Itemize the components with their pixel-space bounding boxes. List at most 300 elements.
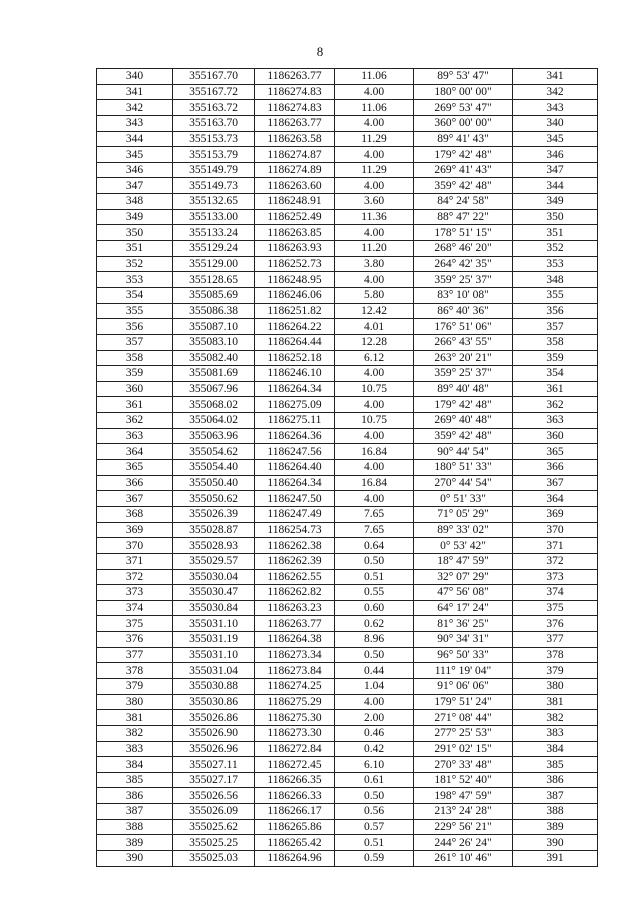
next-point-cell: 354 [513, 366, 598, 382]
distance-cell: 0.62 [335, 616, 414, 632]
distance-cell: 4.00 [335, 84, 414, 100]
next-point-cell: 351 [513, 225, 598, 241]
table-row [97, 757, 598, 773]
y-coordinate-cell: 1186263.77 [255, 115, 335, 131]
x-coordinate-cell: 355163.70 [173, 115, 255, 131]
y-coordinate-cell: 1186248.95 [255, 272, 335, 288]
x-coordinate-cell: 355054.40 [173, 460, 255, 476]
table-row [97, 710, 598, 726]
table-row [97, 632, 598, 648]
table-row [97, 131, 598, 147]
bearing-cell: 359° 42' 48" [414, 178, 513, 194]
distance-cell: 11.20 [335, 241, 414, 257]
bearing-cell: 291° 02' 15" [414, 741, 513, 757]
x-coordinate-cell: 355133.24 [173, 225, 255, 241]
table-row [97, 413, 598, 429]
table-row [97, 444, 598, 460]
point-number-cell: 374 [97, 600, 173, 616]
y-coordinate-cell: 1186275.09 [255, 397, 335, 413]
bearing-cell: 213° 24' 28" [414, 804, 513, 820]
point-number-cell: 360 [97, 381, 173, 397]
next-point-cell: 361 [513, 381, 598, 397]
x-coordinate-cell: 355030.86 [173, 694, 255, 710]
table-row [97, 256, 598, 272]
table-row [97, 585, 598, 601]
y-coordinate-cell: 1186264.36 [255, 428, 335, 444]
bearing-cell: 271° 08' 44" [414, 710, 513, 726]
table-row [97, 616, 598, 632]
next-point-cell: 369 [513, 506, 598, 522]
bearing-cell: 89° 40' 48" [414, 381, 513, 397]
x-coordinate-cell: 355086.38 [173, 303, 255, 319]
bearing-cell: 89° 41' 43" [414, 131, 513, 147]
bearing-cell: 179° 51' 24" [414, 694, 513, 710]
table-row [97, 84, 598, 100]
table-row [97, 303, 598, 319]
table-row [97, 209, 598, 225]
y-coordinate-cell: 1186272.84 [255, 741, 335, 757]
next-point-cell: 362 [513, 397, 598, 413]
next-point-cell: 356 [513, 303, 598, 319]
y-coordinate-cell: 1186273.34 [255, 647, 335, 663]
y-coordinate-cell: 1186274.25 [255, 678, 335, 694]
y-coordinate-cell: 1186266.17 [255, 804, 335, 820]
next-point-cell: 376 [513, 616, 598, 632]
y-coordinate-cell: 1186252.18 [255, 350, 335, 366]
next-point-cell: 391 [513, 851, 598, 867]
point-number-cell: 369 [97, 522, 173, 538]
distance-cell: 11.06 [335, 100, 414, 116]
y-coordinate-cell: 1186252.49 [255, 209, 335, 225]
x-coordinate-cell: 355085.69 [173, 287, 255, 303]
bearing-cell: 359° 42' 48" [414, 428, 513, 444]
table-row [97, 835, 598, 851]
distance-cell: 10.75 [335, 413, 414, 429]
point-number-cell: 342 [97, 100, 173, 116]
distance-cell: 12.42 [335, 303, 414, 319]
next-point-cell: 377 [513, 632, 598, 648]
x-coordinate-cell: 355129.00 [173, 256, 255, 272]
y-coordinate-cell: 1186275.30 [255, 710, 335, 726]
x-coordinate-cell: 355067.96 [173, 381, 255, 397]
next-point-cell: 360 [513, 428, 598, 444]
point-number-cell: 347 [97, 178, 173, 194]
x-coordinate-cell: 355163.72 [173, 100, 255, 116]
table-row [97, 381, 598, 397]
y-coordinate-cell: 1186264.44 [255, 334, 335, 350]
table-row [97, 647, 598, 663]
next-point-cell: 355 [513, 287, 598, 303]
x-coordinate-cell: 355031.19 [173, 632, 255, 648]
table-row [97, 788, 598, 804]
table-row [97, 851, 598, 867]
y-coordinate-cell: 1186264.96 [255, 851, 335, 867]
distance-cell: 0.46 [335, 725, 414, 741]
next-point-cell: 352 [513, 241, 598, 257]
x-coordinate-cell: 355025.25 [173, 835, 255, 851]
x-coordinate-cell: 355133.00 [173, 209, 255, 225]
next-point-cell: 370 [513, 522, 598, 538]
bearing-cell: 89° 53' 47" [414, 69, 513, 85]
y-coordinate-cell: 1186263.77 [255, 616, 335, 632]
x-coordinate-cell: 355149.73 [173, 178, 255, 194]
next-point-cell: 386 [513, 772, 598, 788]
distance-cell: 4.00 [335, 147, 414, 163]
distance-cell: 4.00 [335, 366, 414, 382]
bearing-cell: 90° 44' 54" [414, 444, 513, 460]
point-number-cell: 341 [97, 84, 173, 100]
distance-cell: 4.00 [335, 115, 414, 131]
point-number-cell: 348 [97, 194, 173, 210]
x-coordinate-cell: 355028.87 [173, 522, 255, 538]
x-coordinate-cell: 355132.65 [173, 194, 255, 210]
x-coordinate-cell: 355064.02 [173, 413, 255, 429]
bearing-cell: 89° 33' 02" [414, 522, 513, 538]
bearing-cell: 244° 26' 24" [414, 835, 513, 851]
distance-cell: 0.57 [335, 819, 414, 835]
x-coordinate-cell: 355026.56 [173, 788, 255, 804]
x-coordinate-cell: 355149.79 [173, 162, 255, 178]
next-point-cell: 348 [513, 272, 598, 288]
x-coordinate-cell: 355026.09 [173, 804, 255, 820]
bearing-cell: 71° 05' 29" [414, 506, 513, 522]
bearing-cell: 91° 06' 06" [414, 678, 513, 694]
y-coordinate-cell: 1186262.82 [255, 585, 335, 601]
point-number-cell: 381 [97, 710, 173, 726]
next-point-cell: 358 [513, 334, 598, 350]
next-point-cell: 381 [513, 694, 598, 710]
table-row [97, 725, 598, 741]
bearing-cell: 178° 51' 15" [414, 225, 513, 241]
distance-cell: 0.55 [335, 585, 414, 601]
y-coordinate-cell: 1186264.34 [255, 381, 335, 397]
point-number-cell: 378 [97, 663, 173, 679]
next-point-cell: 384 [513, 741, 598, 757]
distance-cell: 0.56 [335, 804, 414, 820]
distance-cell: 0.50 [335, 788, 414, 804]
next-point-cell: 383 [513, 725, 598, 741]
y-coordinate-cell: 1186251.82 [255, 303, 335, 319]
table-row [97, 287, 598, 303]
y-coordinate-cell: 1186262.39 [255, 553, 335, 569]
point-number-cell: 366 [97, 475, 173, 491]
distance-cell: 11.06 [335, 69, 414, 85]
distance-cell: 4.00 [335, 428, 414, 444]
next-point-cell: 388 [513, 804, 598, 820]
table-row [97, 553, 598, 569]
y-coordinate-cell: 1186263.85 [255, 225, 335, 241]
y-coordinate-cell: 1186262.55 [255, 569, 335, 585]
next-point-cell: 347 [513, 162, 598, 178]
bearing-cell: 176° 51' 06" [414, 319, 513, 335]
distance-cell: 2.00 [335, 710, 414, 726]
y-coordinate-cell: 1186247.50 [255, 491, 335, 507]
table-row [97, 694, 598, 710]
bearing-cell: 0° 51' 33" [414, 491, 513, 507]
distance-cell: 16.84 [335, 444, 414, 460]
next-point-cell: 364 [513, 491, 598, 507]
point-number-cell: 343 [97, 115, 173, 131]
table-row [97, 819, 598, 835]
bearing-cell: 84° 24' 58" [414, 194, 513, 210]
x-coordinate-cell: 355054.62 [173, 444, 255, 460]
x-coordinate-cell: 355167.72 [173, 84, 255, 100]
y-coordinate-cell: 1186265.42 [255, 835, 335, 851]
bearing-cell: 270° 33' 48" [414, 757, 513, 773]
x-coordinate-cell: 355050.62 [173, 491, 255, 507]
bearing-cell: 88° 47' 22" [414, 209, 513, 225]
distance-cell: 4.00 [335, 694, 414, 710]
bearing-cell: 270° 44' 54" [414, 475, 513, 491]
x-coordinate-cell: 355153.79 [173, 147, 255, 163]
distance-cell: 4.01 [335, 319, 414, 335]
distance-cell: 6.12 [335, 350, 414, 366]
bearing-cell: 269° 41' 43" [414, 162, 513, 178]
page-number: 8 [316, 44, 324, 59]
x-coordinate-cell: 355083.10 [173, 334, 255, 350]
x-coordinate-cell: 355029.57 [173, 553, 255, 569]
bearing-cell: 268° 46' 20" [414, 241, 513, 257]
next-point-cell: 341 [513, 69, 598, 85]
x-coordinate-cell: 355030.88 [173, 678, 255, 694]
point-number-cell: 353 [97, 272, 173, 288]
table-row [97, 194, 598, 210]
y-coordinate-cell: 1186273.84 [255, 663, 335, 679]
bearing-cell: 90° 34' 31" [414, 632, 513, 648]
next-point-cell: 387 [513, 788, 598, 804]
bearing-cell: 269° 40' 48" [414, 413, 513, 429]
x-coordinate-cell: 355026.96 [173, 741, 255, 757]
bearing-cell: 264° 42' 35" [414, 256, 513, 272]
coordinates-table [96, 68, 598, 867]
y-coordinate-cell: 1186275.29 [255, 694, 335, 710]
y-coordinate-cell: 1186265.86 [255, 819, 335, 835]
y-coordinate-cell: 1186266.35 [255, 772, 335, 788]
x-coordinate-cell: 355030.47 [173, 585, 255, 601]
next-point-cell: 346 [513, 147, 598, 163]
point-number-cell: 388 [97, 819, 173, 835]
x-coordinate-cell: 355027.17 [173, 772, 255, 788]
x-coordinate-cell: 355031.10 [173, 647, 255, 663]
y-coordinate-cell: 1186263.93 [255, 241, 335, 257]
point-number-cell: 380 [97, 694, 173, 710]
x-coordinate-cell: 355082.40 [173, 350, 255, 366]
y-coordinate-cell: 1186252.73 [255, 256, 335, 272]
distance-cell: 11.29 [335, 162, 414, 178]
table-row [97, 178, 598, 194]
table-row [97, 241, 598, 257]
point-number-cell: 365 [97, 460, 173, 476]
point-number-cell: 367 [97, 491, 173, 507]
bearing-cell: 229° 56' 21" [414, 819, 513, 835]
point-number-cell: 344 [97, 131, 173, 147]
table-row [97, 100, 598, 116]
y-coordinate-cell: 1186275.11 [255, 413, 335, 429]
point-number-cell: 346 [97, 162, 173, 178]
table-row [97, 475, 598, 491]
table-row [97, 772, 598, 788]
next-point-cell: 363 [513, 413, 598, 429]
table-row [97, 69, 598, 85]
point-number-cell: 355 [97, 303, 173, 319]
distance-cell: 4.00 [335, 178, 414, 194]
bearing-cell: 198° 47' 59" [414, 788, 513, 804]
next-point-cell: 340 [513, 115, 598, 131]
next-point-cell: 349 [513, 194, 598, 210]
table-row [97, 350, 598, 366]
point-number-cell: 385 [97, 772, 173, 788]
x-coordinate-cell: 355030.84 [173, 600, 255, 616]
point-number-cell: 382 [97, 725, 173, 741]
distance-cell: 0.60 [335, 600, 414, 616]
y-coordinate-cell: 1186263.23 [255, 600, 335, 616]
next-point-cell: 372 [513, 553, 598, 569]
distance-cell: 4.00 [335, 460, 414, 476]
x-coordinate-cell: 355028.93 [173, 538, 255, 554]
table-row [97, 522, 598, 538]
y-coordinate-cell: 1186247.56 [255, 444, 335, 460]
point-number-cell: 357 [97, 334, 173, 350]
x-coordinate-cell: 355026.39 [173, 506, 255, 522]
y-coordinate-cell: 1186263.60 [255, 178, 335, 194]
x-coordinate-cell: 355081.69 [173, 366, 255, 382]
next-point-cell: 350 [513, 209, 598, 225]
bearing-cell: 47° 56' 08" [414, 585, 513, 601]
y-coordinate-cell: 1186246.10 [255, 366, 335, 382]
table-row [97, 569, 598, 585]
next-point-cell: 344 [513, 178, 598, 194]
point-number-cell: 390 [97, 851, 173, 867]
distance-cell: 1.04 [335, 678, 414, 694]
point-number-cell: 373 [97, 585, 173, 601]
next-point-cell: 379 [513, 663, 598, 679]
y-coordinate-cell: 1186274.83 [255, 84, 335, 100]
y-coordinate-cell: 1186264.38 [255, 632, 335, 648]
x-coordinate-cell: 355026.90 [173, 725, 255, 741]
table-row [97, 428, 598, 444]
bearing-cell: 96° 50' 33" [414, 647, 513, 663]
table-row [97, 663, 598, 679]
distance-cell: 10.75 [335, 381, 414, 397]
bearing-cell: 64° 17' 24" [414, 600, 513, 616]
bearing-cell: 86° 40' 36" [414, 303, 513, 319]
point-number-cell: 375 [97, 616, 173, 632]
bearing-cell: 263° 20' 21" [414, 350, 513, 366]
next-point-cell: 382 [513, 710, 598, 726]
y-coordinate-cell: 1186263.58 [255, 131, 335, 147]
y-coordinate-cell: 1186262.38 [255, 538, 335, 554]
distance-cell: 0.51 [335, 569, 414, 585]
point-number-cell: 361 [97, 397, 173, 413]
table-row [97, 334, 598, 350]
x-coordinate-cell: 355030.04 [173, 569, 255, 585]
table-row [97, 319, 598, 335]
distance-cell: 3.60 [335, 194, 414, 210]
bearing-cell: 111° 19' 04" [414, 663, 513, 679]
distance-cell: 6.10 [335, 757, 414, 773]
bearing-cell: 261° 10' 46" [414, 851, 513, 867]
next-point-cell: 374 [513, 585, 598, 601]
distance-cell: 0.50 [335, 553, 414, 569]
y-coordinate-cell: 1186248.91 [255, 194, 335, 210]
x-coordinate-cell: 355026.86 [173, 710, 255, 726]
bearing-cell: 179° 42' 48" [414, 147, 513, 163]
distance-cell: 4.00 [335, 397, 414, 413]
x-coordinate-cell: 355068.02 [173, 397, 255, 413]
table-row [97, 741, 598, 757]
distance-cell: 0.50 [335, 647, 414, 663]
y-coordinate-cell: 1186266.33 [255, 788, 335, 804]
point-number-cell: 362 [97, 413, 173, 429]
point-number-cell: 340 [97, 69, 173, 85]
next-point-cell: 385 [513, 757, 598, 773]
x-coordinate-cell: 355031.04 [173, 663, 255, 679]
point-number-cell: 356 [97, 319, 173, 335]
coordinates-table-body [97, 69, 598, 867]
table-row [97, 804, 598, 820]
distance-cell: 11.36 [335, 209, 414, 225]
distance-cell: 7.65 [335, 522, 414, 538]
point-number-cell: 364 [97, 444, 173, 460]
y-coordinate-cell: 1186264.34 [255, 475, 335, 491]
bearing-cell: 0° 53' 42" [414, 538, 513, 554]
point-number-cell: 379 [97, 678, 173, 694]
y-coordinate-cell: 1186264.22 [255, 319, 335, 335]
point-number-cell: 384 [97, 757, 173, 773]
distance-cell: 4.00 [335, 272, 414, 288]
bearing-cell: 360° 00' 00" [414, 115, 513, 131]
x-coordinate-cell: 355050.40 [173, 475, 255, 491]
point-number-cell: 387 [97, 804, 173, 820]
next-point-cell: 359 [513, 350, 598, 366]
table-row [97, 460, 598, 476]
next-point-cell: 357 [513, 319, 598, 335]
distance-cell: 4.00 [335, 491, 414, 507]
x-coordinate-cell: 355063.96 [173, 428, 255, 444]
x-coordinate-cell: 355031.10 [173, 616, 255, 632]
y-coordinate-cell: 1186263.77 [255, 69, 335, 85]
next-point-cell: 373 [513, 569, 598, 585]
table-row [97, 491, 598, 507]
bearing-cell: 359° 25' 37" [414, 366, 513, 382]
y-coordinate-cell: 1186273.30 [255, 725, 335, 741]
bearing-cell: 83° 10' 08" [414, 287, 513, 303]
next-point-cell: 375 [513, 600, 598, 616]
table-row [97, 272, 598, 288]
next-point-cell: 367 [513, 475, 598, 491]
x-coordinate-cell: 355025.62 [173, 819, 255, 835]
y-coordinate-cell: 1186274.83 [255, 100, 335, 116]
distance-cell: 3.80 [335, 256, 414, 272]
distance-cell: 0.61 [335, 772, 414, 788]
bearing-cell: 18° 47' 59" [414, 553, 513, 569]
point-number-cell: 358 [97, 350, 173, 366]
point-number-cell: 345 [97, 147, 173, 163]
point-number-cell: 370 [97, 538, 173, 554]
table-row [97, 147, 598, 163]
next-point-cell: 366 [513, 460, 598, 476]
distance-cell: 0.51 [335, 835, 414, 851]
x-coordinate-cell: 355129.24 [173, 241, 255, 257]
point-number-cell: 351 [97, 241, 173, 257]
next-point-cell: 353 [513, 256, 598, 272]
distance-cell: 0.44 [335, 663, 414, 679]
table-row [97, 366, 598, 382]
next-point-cell: 378 [513, 647, 598, 663]
point-number-cell: 354 [97, 287, 173, 303]
next-point-cell: 342 [513, 84, 598, 100]
distance-cell: 0.64 [335, 538, 414, 554]
